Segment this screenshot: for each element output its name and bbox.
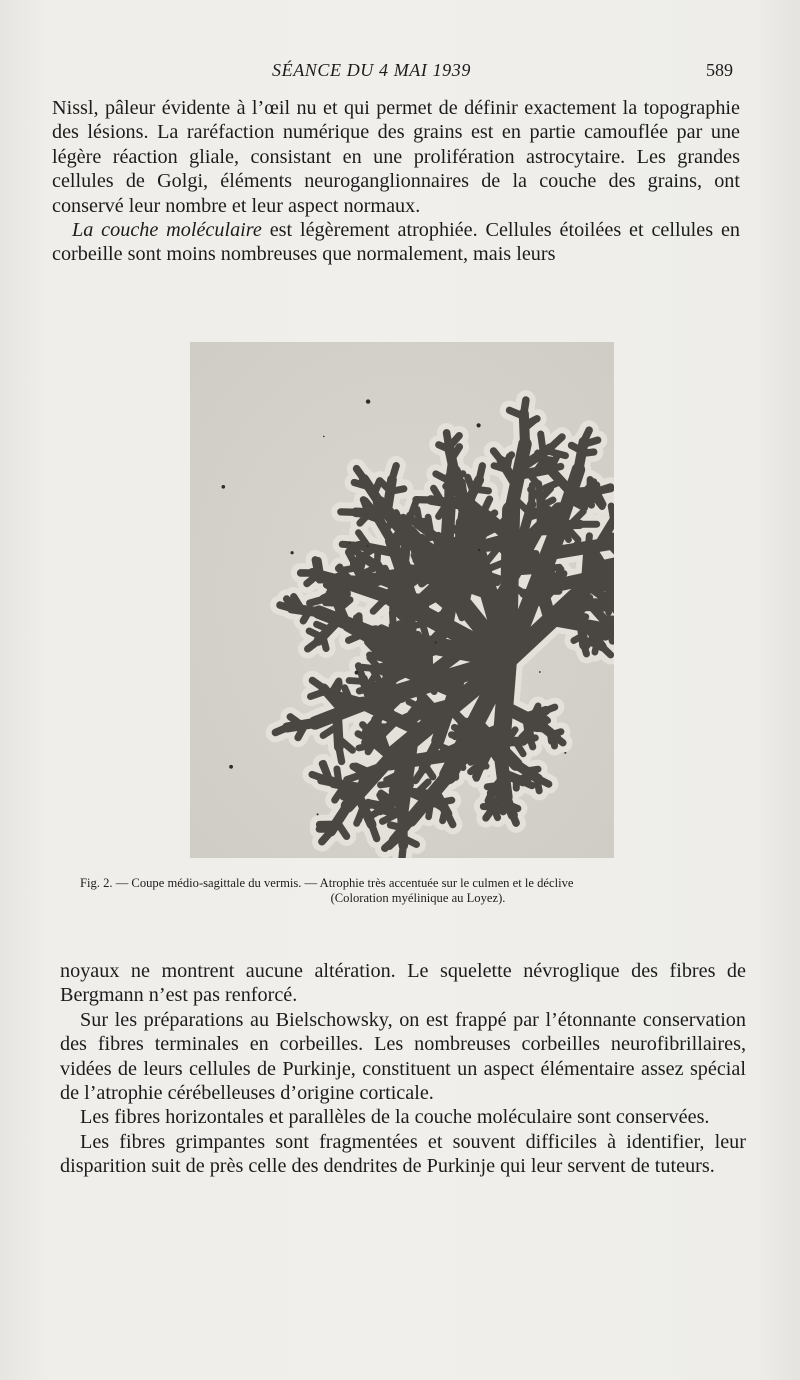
- paragraph: Les fibres grimpantes sont fragmentées et souvent difficiles à identifier, leur disparition suit de près celle des dendrites de Purkinje qui leur servent de tuteurs.: [60, 1130, 746, 1178]
- paragraph: Les fibres horizontales et parallèles de la couche moléculaire sont conservées.: [80, 1106, 710, 1129]
- body-text-top: [52, 96, 740, 267]
- paragraph-rest: est légèrement atrophiée. Cellules étoilées et cellules en corbeille sont moins nombreuses que normalement, mais leurs: [52, 219, 741, 266]
- figure-photograph: [190, 342, 614, 858]
- running-title: SÉANCE DU 4 MAI 1939: [272, 60, 471, 80]
- running-head: [0, 60, 800, 86]
- italic-lead: La couche moléculaire: [72, 219, 262, 242]
- paragraph: [52, 218, 740, 267]
- paragraph: noyaux ne montrent aucune altération. Le squelette névroglique des fibres de Bergmann n’est pas renforcé.: [60, 960, 746, 1007]
- paragraph: Nissl, pâleur évidente à l’œil nu et qui permet de définir exactement la topographie des lésions. La raréfaction numérique des grains est en partie camouflée par une légère réaction gliale, consistant en une prolifération astrocytaire. Les grandes cellules de Golgi, éléments neuroganglionnaires de la couche des grains, ont conservé leur nombre et leur aspect normaux.: [52, 97, 740, 217]
- figure-caption: [80, 876, 730, 906]
- cerebellum-section-image: [190, 342, 614, 858]
- paragraph: Sur les préparations au Bielschowsky, on est frappé par l’étonnante conservation des fibres terminales en corbeilles. Les nombreuses corbeilles neurofibrillaires, vidées de leurs cellules de Purkinje, constituent un aspect élémentaire assez spécial de l’atrophie cérébelleuses d’origine corticale.: [60, 1008, 746, 1105]
- page-number: 589: [706, 60, 733, 80]
- body-text-bottom: [60, 959, 746, 1179]
- caption-line-2: (Coloration myélinique au Loyez).: [330, 891, 506, 905]
- caption-line-1: Fig. 2. — Coupe médio-sagittale du vermis. — Atrophie très accentuée sur le culmen et le déclive: [80, 876, 574, 890]
